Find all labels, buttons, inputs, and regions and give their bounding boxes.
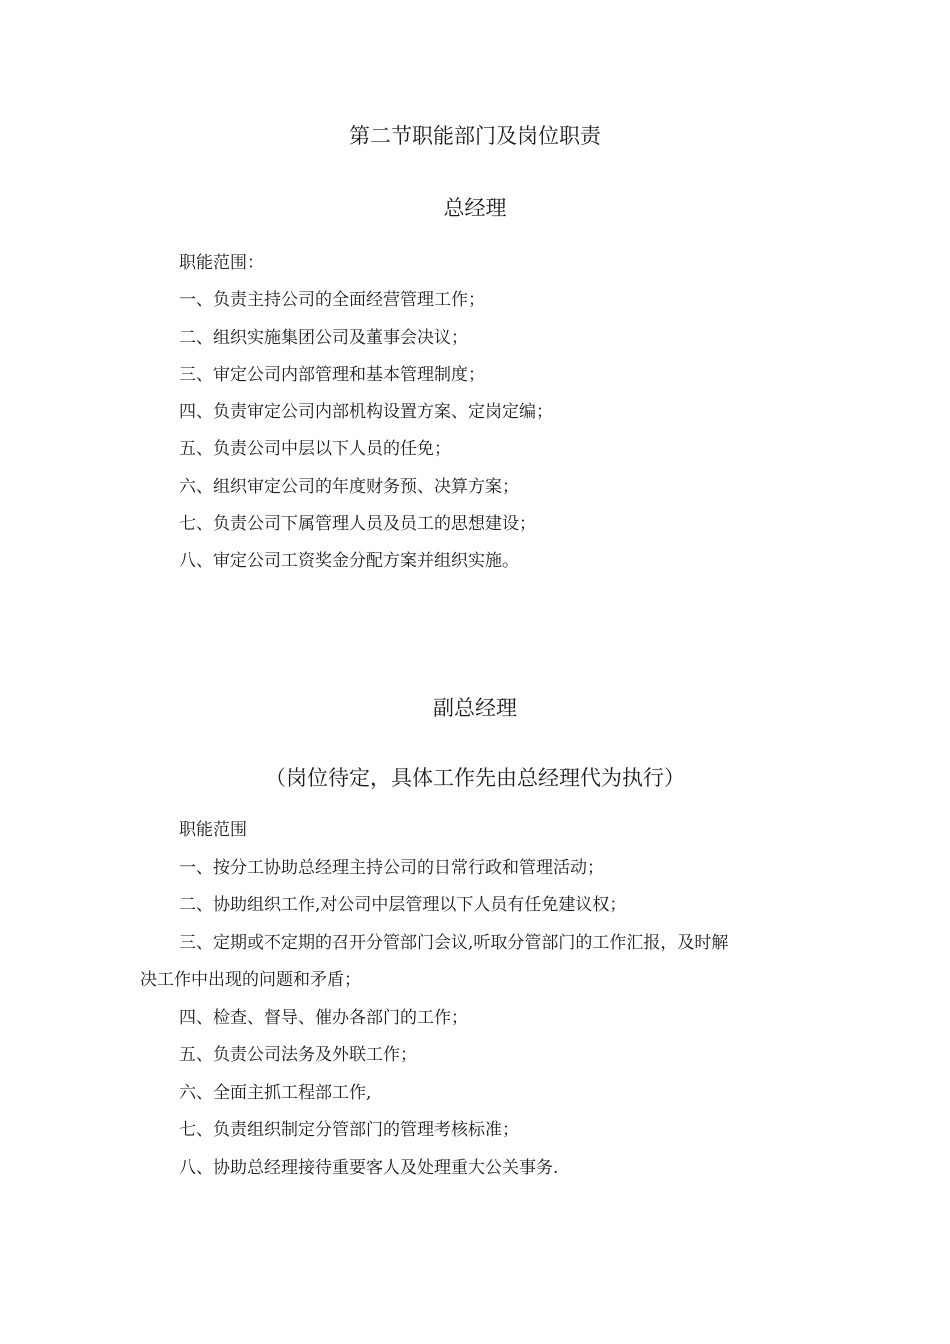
duty-item: 一、负责主持公司的全面经营管理工作； [179,290,485,311]
duty-item-continuation: 决工作中出现的问题和矛盾； [140,970,361,990]
duty-item: 一、按分工协助总经理主持公司的日常行政和管理活动； [179,857,604,878]
section-body-deputy-general-manager [0,812,950,1187]
section-note: （岗位待定，具体工作先由总经理代为执行） [265,766,685,790]
duty-item: 八、协助总经理接待重要客人及处理重大公关事务. [179,1157,559,1178]
duty-item: 四、检查、督导、催办各部门的工作； [179,1007,468,1028]
duty-item: 五、负责公司中层以下人员的任免； [179,439,451,460]
duty-item: 三、定期或不定期的召开分管部门会议,听取分管部门的工作汇报，及时解 [179,932,729,953]
duty-item: 七、负责公司下属管理人员及员工的思想建设； [179,514,536,535]
scope-label: 职能范围 [179,820,247,840]
scope-label: 职能范围： [179,253,264,273]
section-body-general-manager [0,245,950,581]
duty-item: 七、负责组织制定分管部门的管理考核标准； [179,1120,519,1140]
duty-item: 三、审定公司内部管理和基本管理制度； [179,364,485,385]
duty-item: 二、协助组织工作,对公司中层管理以下人员有任免建议权； [179,895,627,915]
duty-item: 八、审定公司工资奖金分配方案并组织实施。 [179,551,519,572]
section-heading-general-manager: 总经理 [443,196,507,220]
page-title: 第二节职能部门及岗位职责 [349,124,601,148]
duty-item: 五、负责公司法务及外联工作； [179,1045,417,1065]
duty-item: 六、组织审定公司的年度财务预、决算方案； [179,476,519,497]
duty-item: 六、全面主抓工程部工作, [179,1082,372,1103]
section-heading-deputy-general-manager: 副总经理 [433,696,517,720]
duty-item: 二、组织实施集团公司及董事会决议； [179,327,468,348]
duty-item: 四、负责审定公司内部机构设置方案、定岗定编； [179,402,553,423]
